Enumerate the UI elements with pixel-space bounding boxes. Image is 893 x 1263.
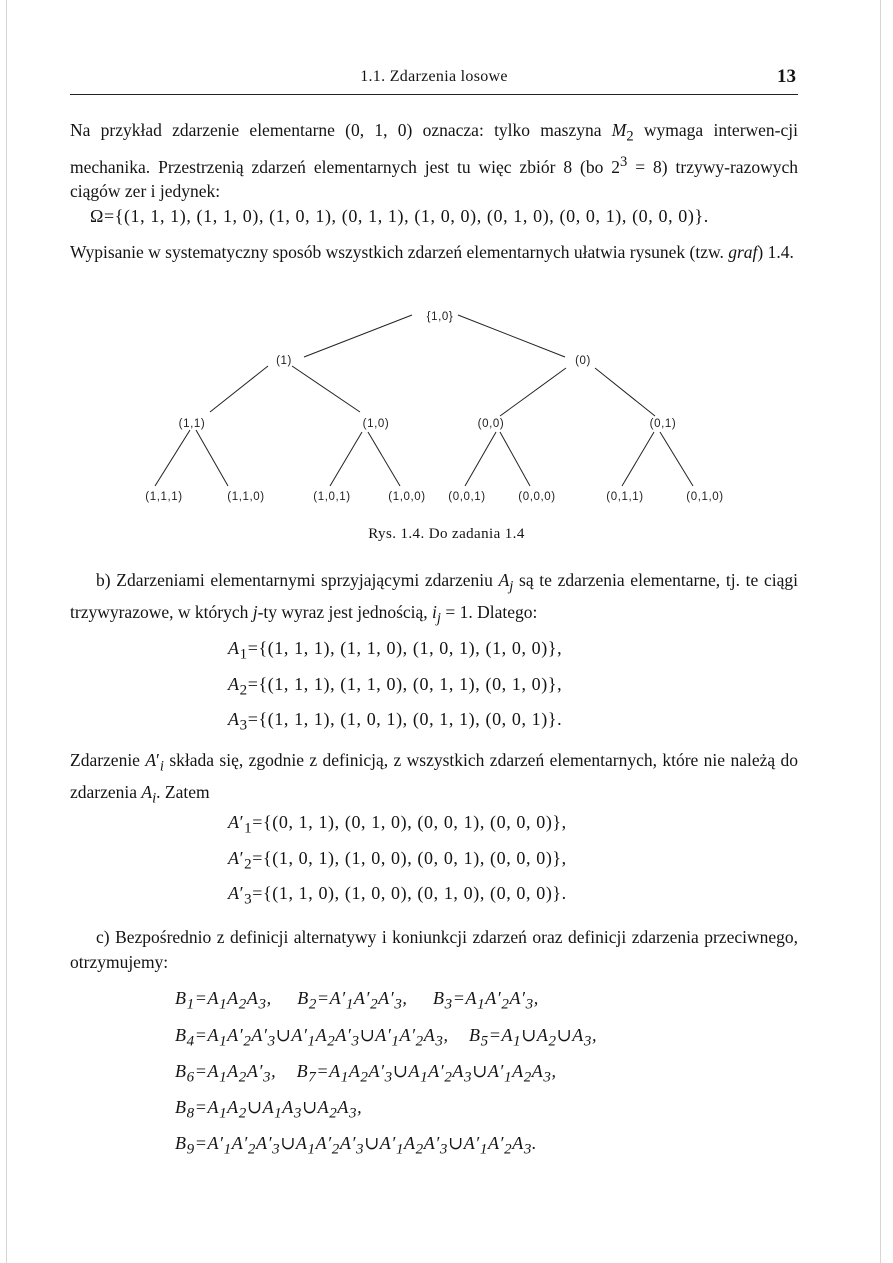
- node-leaf: (0,1,1): [606, 491, 644, 503]
- tree-nodes: [145, 311, 723, 503]
- running-header: [70, 64, 798, 95]
- subscript: 1: [239, 646, 248, 663]
- subscript: i: [159, 758, 164, 775]
- set-value: ={(1, 1, 0), (1, 0, 0), (0, 1, 0), (0, 0, 0)}.: [252, 883, 567, 903]
- formula-omega: Ω={(1, 1, 1), (1, 1, 0), (1, 0, 1), (0, 1, 1), (1, 0, 0), (0, 1, 0), (0, 0, 1), (0, 0, 0)}.: [90, 206, 709, 226]
- subscript: 2: [239, 682, 248, 699]
- text: Wypisanie w systematyczny sposób wszystkich zdarzeń elementarnych ułatwia rysunek (tzw.: [70, 242, 729, 262]
- edge: [622, 432, 654, 486]
- node-l2: (1,1): [178, 418, 206, 430]
- page-left-edge: [6, 0, 7, 1263]
- section-title: 1.1. Zdarzenia losowe: [360, 68, 508, 85]
- formula-B6-B7: $B_6=A_1A_2A'_3$, $B_7=A_1A_2A'_3\cup A_1A'_2A_3\cup A'_1A_2A_3$,: [175, 1061, 557, 1086]
- page-right-edge: [880, 0, 881, 1263]
- text: wymaga interwen-cji mechanika. Przestrzenią zdarzeń elementarnych jest tu więc zbiór 8 (bo 2: [70, 120, 798, 177]
- paragraph-b: [70, 568, 798, 631]
- edge: [292, 366, 360, 412]
- formula-A3-complement: $A'_3=\{(1$, 1, 0), (1, 0, 0), (0, 1, 0), (0, 0, 0)}.: [228, 883, 567, 908]
- node-leaf: (1,0,0): [388, 491, 426, 503]
- formula-A3: $A_3=\{(1$, 1, 1), (1, 0, 1), (0, 1, 1), (0, 0, 1)}.: [228, 709, 563, 734]
- var-M: M: [611, 120, 627, 140]
- edge: [500, 368, 566, 416]
- set-value: ={(1, 0, 1), (1, 0, 0), (0, 0, 1), (0, 0, 0)},: [252, 848, 567, 868]
- formula-A1-complement: $A'_1=\{(0$, 1, 1), (0, 1, 0), (0, 0, 1), (0, 0, 0)},: [228, 812, 567, 837]
- subscript: j: [509, 578, 514, 595]
- tree-edges: [155, 315, 693, 486]
- subscript: 3: [244, 891, 253, 908]
- formula-B4-B5: $B_4=A_1A'_2A'_3\cup A'_1A_2A'_3\cup A'_1A'_2A_3$, $B_5=A_1\cup A_2\cup A_3$,: [175, 1025, 598, 1050]
- edge: [500, 432, 530, 486]
- node-l1: (0): [575, 355, 591, 367]
- text: b) Zdarzeniami elementarnymi sprzyjającymi zdarzeniu: [96, 570, 499, 590]
- paragraph-intro: [70, 118, 798, 204]
- edge: [660, 432, 693, 486]
- text: składa się, zgodnie z definicją, z wszystkich zdarzeń elementarnych, które nie należą do zdarzenia: [70, 750, 799, 802]
- figure-caption: Rys. 1.4. Do zadania 1.4: [368, 526, 525, 542]
- node-leaf: (0,0,1): [448, 491, 486, 503]
- text: -ty wyraz jest jednością,: [257, 601, 433, 622]
- node-root: {1,0}: [426, 311, 454, 323]
- superscript: 3: [620, 153, 628, 170]
- node-leaf: (0,1,0): [686, 491, 724, 503]
- subscript: i: [152, 790, 157, 806]
- text: . Zatem: [156, 781, 210, 802]
- page-number: 13: [777, 66, 796, 87]
- edge: [465, 432, 496, 486]
- edge: [330, 432, 362, 486]
- var-j: j: [252, 601, 258, 622]
- set-value: ={(1, 1, 1), (1, 0, 1), (0, 1, 1), (0, 0, 1)}.: [247, 709, 563, 729]
- text: = 8) trzywy-razowych ciągów zer i jedynek:: [70, 156, 799, 202]
- formula-A2-complement: $A'_2=\{(1$, 0, 1), (1, 0, 0), (0, 0, 1), (0, 0, 0)},: [228, 848, 567, 873]
- tree-graph: [0, 300, 893, 515]
- node-l2: (0,1): [649, 418, 677, 430]
- var-A: A: [498, 570, 510, 590]
- var-i: i: [432, 601, 437, 622]
- paragraph-complement: Zdarzenie $A'_i$ składa się, zgodnie z definicją, z wszystkich zdarzeń elementarnych, które nie należą do zdarzenia $A_i$. Zatem: [70, 750, 799, 806]
- edge: [458, 315, 565, 357]
- text: Na przykład zdarzenie elementarne (0, 1, 0) oznacza: tylko maszyna: [70, 120, 612, 140]
- edge: [595, 368, 655, 416]
- node-l2: (0,0): [477, 418, 505, 430]
- node-leaf: (1,1,1): [145, 491, 183, 503]
- formula-B8: $B_8=A_1A_2\cup A_1A_3\cup A_2A_3$,: [175, 1097, 363, 1122]
- subscript: 2: [244, 856, 253, 873]
- text: ) 1.4.: [757, 242, 794, 262]
- formula-A2: $A_2=\{(1$, 1, 1), (1, 1, 0), (0, 1, 1), (0, 1, 0)},: [228, 674, 563, 699]
- text: Zdarzenie: [70, 750, 146, 770]
- edge: [304, 315, 412, 357]
- edge: [155, 430, 190, 486]
- text: = 1. Dlatego:: [440, 601, 538, 622]
- emphasis-graf: graf: [728, 242, 758, 262]
- text: są te zdarzenia elementarne, tj. te ciągi trzywyrazowe, w których: [70, 570, 798, 622]
- var-A: A: [141, 781, 153, 802]
- subscript: 1: [244, 820, 253, 837]
- subscript: 2: [626, 128, 634, 145]
- node-leaf: (1,1,0): [227, 491, 265, 503]
- edge: [210, 366, 268, 412]
- edge: [196, 430, 228, 486]
- set-value: ={(0, 1, 1), (0, 1, 0), (0, 0, 1), (0, 0, 0)},: [252, 812, 567, 832]
- paragraph-graph: [70, 240, 798, 265]
- set-value: ={(1, 1, 1), (1, 1, 0), (1, 0, 1), (1, 0, 0)},: [247, 638, 563, 658]
- edge: [368, 432, 400, 486]
- var-A: A: [145, 750, 157, 770]
- paragraph-c: c) Bezpośrednio z definicji alternatywy i koniunkcji zdarzeń oraz definicji zdarzenia przeciwnego, otrzymujemy:: [70, 927, 798, 972]
- node-leaf: (0,0,0): [518, 491, 556, 503]
- formula-A1: $A_1=\{(1$, 1, 1), (1, 1, 0), (1, 0, 1), (1, 0, 0)},: [228, 638, 563, 663]
- subscript: 3: [239, 717, 248, 734]
- node-l2: (1,0): [362, 418, 390, 430]
- set-value: ={(1, 1, 1), (1, 1, 0), (0, 1, 1), (0, 1, 0)},: [247, 674, 563, 694]
- formula-B9: $B_9=A'_1A'_2A'_3\cup A_1A'_2A'_3\cup A'_1A_2A'_3\cup A'_1A'_2A_3$.: [175, 1133, 538, 1158]
- formula-B1-B3: $B_1=A_1A_2A_3$, $B_2=A'_1A'_2A'_3$, $B_3=A_1A'_2A'_3$,: [175, 988, 539, 1013]
- subscript: j: [436, 610, 441, 626]
- node-l1: (1): [276, 355, 292, 367]
- node-leaf: (1,0,1): [313, 491, 351, 503]
